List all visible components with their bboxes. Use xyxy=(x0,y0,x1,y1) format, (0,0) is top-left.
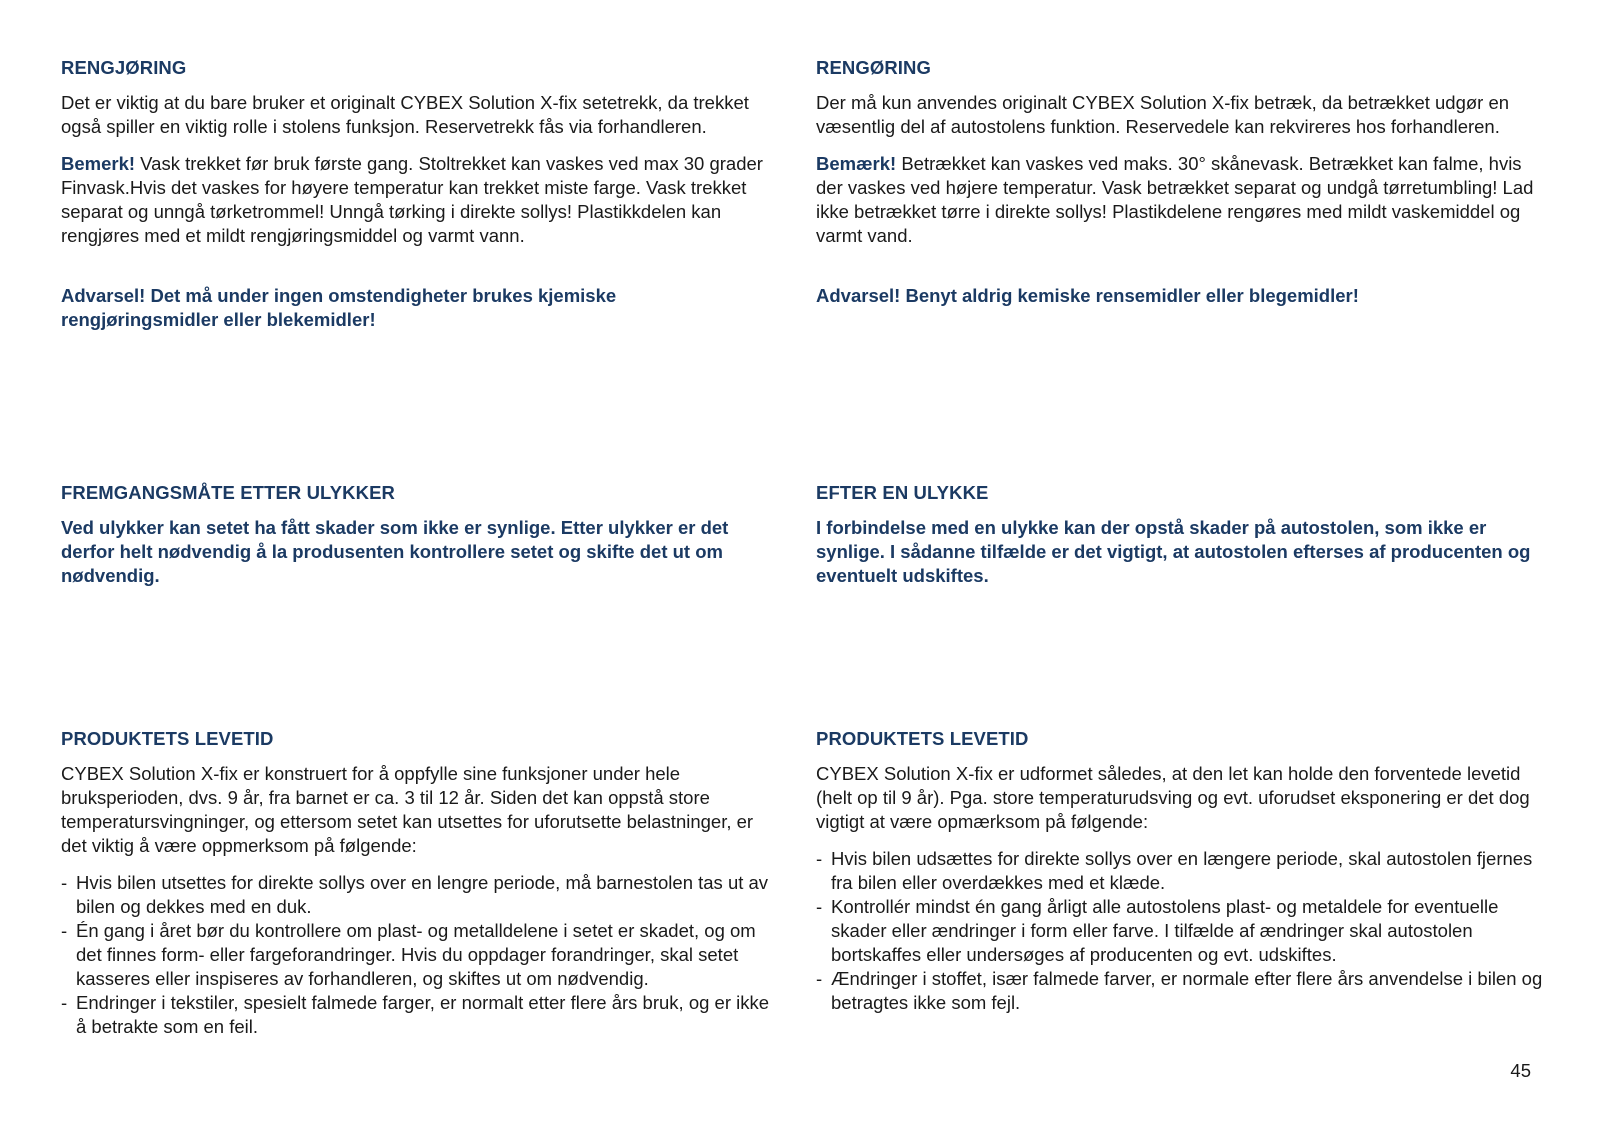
section-heading: FREMGANGSMÅTE ETTER ULYKKER xyxy=(61,482,396,503)
accident-section xyxy=(816,482,1551,601)
accident-section xyxy=(61,482,777,601)
dash-bullet: - xyxy=(816,848,823,869)
lifetime-list xyxy=(61,871,777,1039)
dash-bullet: - xyxy=(61,992,68,1013)
accident-text: I forbindelse med en ulykke kan der opstå skader på autostolen, som ikke er synlige. I sådanne tilfælde er det vigtigt, at autostolen efterses af producenten og eventuelt udskiftes. xyxy=(816,517,1531,586)
cleaning-warning: Advarsel! Benyt aldrig kemiske rensemidler eller blegemidler! xyxy=(816,285,1359,306)
list-item: - Én gang i året bør du kontrollere om plast- og metalldelene i setet er skadet, og om det finnes form- eller fargeforandringer. Hvis du oppdager forandringer, skal setet kasseres eller inspiseres av forhandleren, og skiftes ut om nødvendig. xyxy=(61,920,756,989)
note-text: Betrækket kan vaskes ved maks. 30° skånevask. Betrækket kan falme, hvis der vaskes ved højere temperatur. Vask betrækket separat og undgå tørretumbling! Lad ikke betrækket tørre i direkte sollys! Plastikdelene rengøres med mildt vaskemiddel og varmt vand. xyxy=(816,153,1534,246)
dash-bullet: - xyxy=(816,896,823,917)
note-label: Bemærk! xyxy=(816,153,897,174)
cleaning-note xyxy=(816,152,1551,248)
cleaning-intro: Der må kun anvendes originalt CYBEX Solution X-fix betræk, da betrækket udgør en væsentlig del af autostolens funktion. Reservedele kan rekvireres hos forhandleren. xyxy=(816,92,1510,137)
dash-bullet: - xyxy=(61,872,68,893)
section-heading: EFTER EN ULYKKE xyxy=(816,482,989,503)
list-item: - Hvis bilen udsættes for direkte sollys over en længere periode, skal autostolen fjernes fra bilen eller overdækkes med et klæde. xyxy=(816,848,1533,893)
lifetime-list xyxy=(816,847,1551,1015)
section-heading: RENGØRING xyxy=(816,57,931,78)
list-item: - Kontrollér mindst én gang årligt alle autostolens plast- og metaldele for eventuelle skader eller ændringer i form eller farve. I tilfælde af ændringer skal autostolen bortskaffes eller undersøges af producenten og evt. udskiftes. xyxy=(816,896,1499,965)
cleaning-intro: Det er viktig at du bare bruker et originalt CYBEX Solution X-fix setetrekk, da trekket også spiller en viktig rolle i stolens funksjon. Reservetrekk fås via forhandleren. xyxy=(61,92,749,137)
section-heading: PRODUKTETS LEVETID xyxy=(61,728,274,749)
dash-bullet: - xyxy=(816,968,823,989)
cleaning-warning: Advarsel! Det må under ingen omstendigheter brukes kjemiske rengjøringsmidler eller blekemidler! xyxy=(61,285,617,330)
note-text: Vask trekket før bruk første gang. Stoltrekket kan vaskes ved max 30 grader Finvask.Hvis det vaskes for høyere temperatur kan trekket miste farge. Vask trekket separat og unngå tørketrommel! Unngå tørking i direkte sollys! Plastikkdelen kan rengjøres med et mildt rengjøringsmiddel og varmt vann. xyxy=(61,153,763,246)
section-heading: RENGJØRING xyxy=(61,57,187,78)
page-number: 45 xyxy=(1510,1060,1531,1081)
lifetime-intro: CYBEX Solution X-fix er konstruert for å oppfylle sine funksjoner under hele bruksperioden, dvs. 9 år, fra barnet er ca. 3 til 12 år. Siden det kan oppstå store temperatursvingninger, og ettersom setet kan utsettes for uforutsette belastninger, er det viktig å være oppmerksom på følgende: xyxy=(61,763,754,856)
lifetime-intro: CYBEX Solution X-fix er udformet således, at den let kan holde den forventede levetid (helt op til 9 år). Pga. store temperaturudsving og evt. uforudset eksponering er det dog vigtigt at være opmærksom på følgende: xyxy=(816,763,1530,832)
list-item: - Ændringer i stoffet, især falmede farver, er normale efter flere års anvendelse i bilen og betragtes ikke som fejl. xyxy=(816,968,1543,1013)
cleaning-section xyxy=(61,57,777,345)
accident-text: Ved ulykker kan setet ha fått skader som ikke er synlige. Etter ulykker er det derfor helt nødvendig å la produsenten kontrollere setet og skifte det ut om nødvendig. xyxy=(61,517,729,586)
list-item: - Endringer i tekstiler, spesielt falmede farger, er normalt etter flere års bruk, og er ikke å betrakte som en feil. xyxy=(61,992,770,1037)
cleaning-section xyxy=(816,57,1551,321)
lifetime-section xyxy=(61,728,777,1039)
list-item: - Hvis bilen utsettes for direkte sollys over en lengre periode, må barnestolen tas ut av bilen og dekkes med en duk. xyxy=(61,872,769,917)
section-heading: PRODUKTETS LEVETID xyxy=(816,728,1029,749)
note-label: Bemerk! xyxy=(61,153,136,174)
cleaning-note xyxy=(61,152,777,248)
lifetime-section xyxy=(816,728,1551,1015)
dash-bullet: - xyxy=(61,920,68,941)
